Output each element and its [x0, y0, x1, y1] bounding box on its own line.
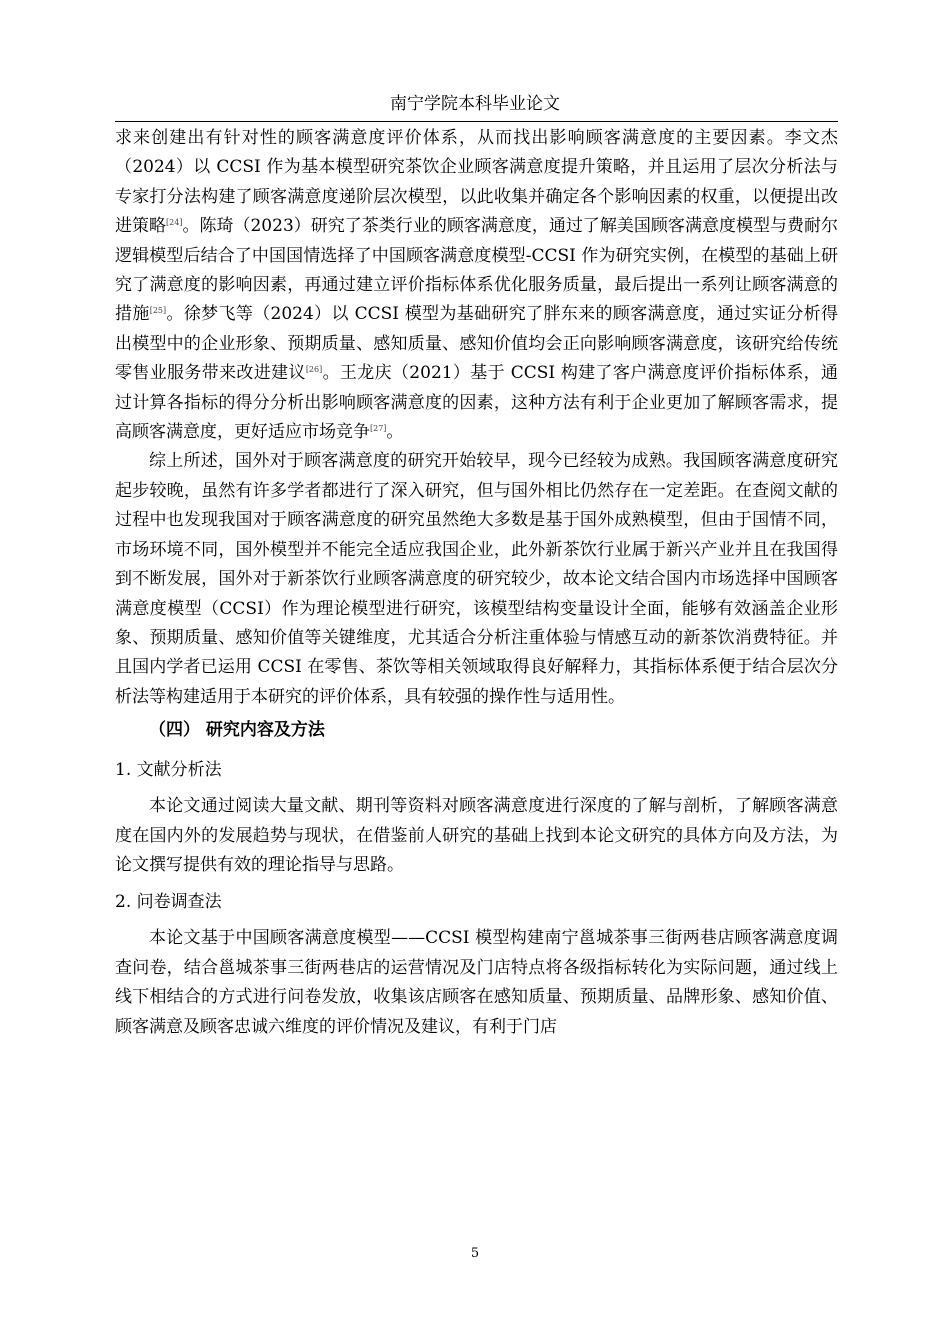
- page-number: 5: [470, 1246, 480, 1261]
- citation-ref: [27]: [370, 424, 387, 434]
- text-segment: 。王龙庆（2021）基于 CCSI 构建了客户满意度评价指标体系，通过计算各指标的得分分析出影响顾客满意度的因素，这种方法有利于企业更加了解顾客需求，提高顾客满意度，更好适应市场竞争: [115, 363, 839, 443]
- literature-review-paragraph: [115, 124, 838, 447]
- citation-ref: [26]: [305, 365, 323, 375]
- section-heading: （四） 研究内容及方法: [149, 720, 325, 741]
- text-segment: 。徐梦飞等（2024）以 CCSI 模型为基础研究了胖东来的顾客满意度，通过实证分析得出模型中的企业形象、预期质量、感知质量、感知价值均会正向影响顾客满意度，该研究给传统零售业服务带来改进建议: [115, 304, 839, 384]
- method-2-title: 2. 问卷调查法: [115, 892, 222, 913]
- text-segment: 。陈琦（2023）研究了茶类行业的顾客满意度，通过了解美国顾客满意度模型与费耐尔逻辑模型后结合了中国国情选择了中国顾客满意度模型-CCSI 作为研究实例，在模型的基础上研究了满意度的影响因素，再通过建立评价指标体系优化服务质量，最后提出一系列让顾客满意的措施: [115, 216, 839, 325]
- page-header: 南宁学院本科毕业论文: [390, 94, 560, 114]
- summary-paragraph: 综上所述，国外对于顾客满意度的研究开始较早，现今已经较为成熟。我国顾客满意度研究起步较晚，虽然有许多学者都进行了深入研究，但与国外相比仍然存在一定差距。在查阅文献的过程中也发现我国对于顾客满意度的研究虽然绝大多数是基于国外成熟模型，但由于国情不同，市场环境不同，国外模型并不能完全适应我国企业，此外新茶饮行业属于新兴产业并且在我国得到不断发展，国外对于新茶饮行业顾客满意度的研究较少，故本论文结合国内市场选择中国顾客满意度模型（CCSI）作为理论模型进行研究，该模型结构变量设计全面，能够有效涵盖企业形象、预期质量、感知价值等关键维度，尤其适合分析注重体验与情感互动的新茶饮消费特征。并且国内学者已运用 CCSI 在零售、茶饮等相关领域取得良好解释力，其指标体系便于结合层次分析法等构建适用于本研究的评价体系，具有较强的操作性与适用性。: [115, 451, 838, 707]
- text-segment: 。: [386, 422, 404, 443]
- text-segment: 求来创建出有针对性的顾客满意度评价体系，从而找出影响顾客满意度的主要因素。李文杰（2024）以 CCSI 作为基本模型研究茶饮企业顾客满意度提升策略，并且运用了层次分析法与专家打分法构建了顾客满意度递阶层次模型，以此收集并确定各个影响因素的权重，以便提出改进策略: [115, 128, 838, 237]
- method-1-title: 1. 文献分析法: [115, 760, 222, 781]
- citation-ref: [24]: [166, 218, 183, 228]
- method-2-text: 本论文基于中国顾客满意度模型——CCSI 模型构建南宁邕城茶事三街两巷店顾客满意度调查问卷，结合邕城茶事三街两巷店的运营情况及门店特点将各级指标转化为实际问题，通过线上线下相结合的方式进行问卷发放，收集该店顾客在感知质量、预期质量、品牌形象、感知价值、顾客满意及顾客忠诚六维度的评价情况及建议，有利于门店: [115, 928, 838, 1037]
- citation-ref: [25]: [149, 306, 167, 316]
- method-1-text: 本论文通过阅读大量文献、期刊等资料对顾客满意度进行深度的了解与剖析，了解顾客满意度在国内外的发展趋势与现状，在借鉴前人研究的基础上找到本论文研究的具体方向及方法，为论文撰写提供有效的理论指导与思路。: [115, 796, 838, 875]
- page-body: [115, 124, 838, 1042]
- header-divider: [115, 121, 838, 122]
